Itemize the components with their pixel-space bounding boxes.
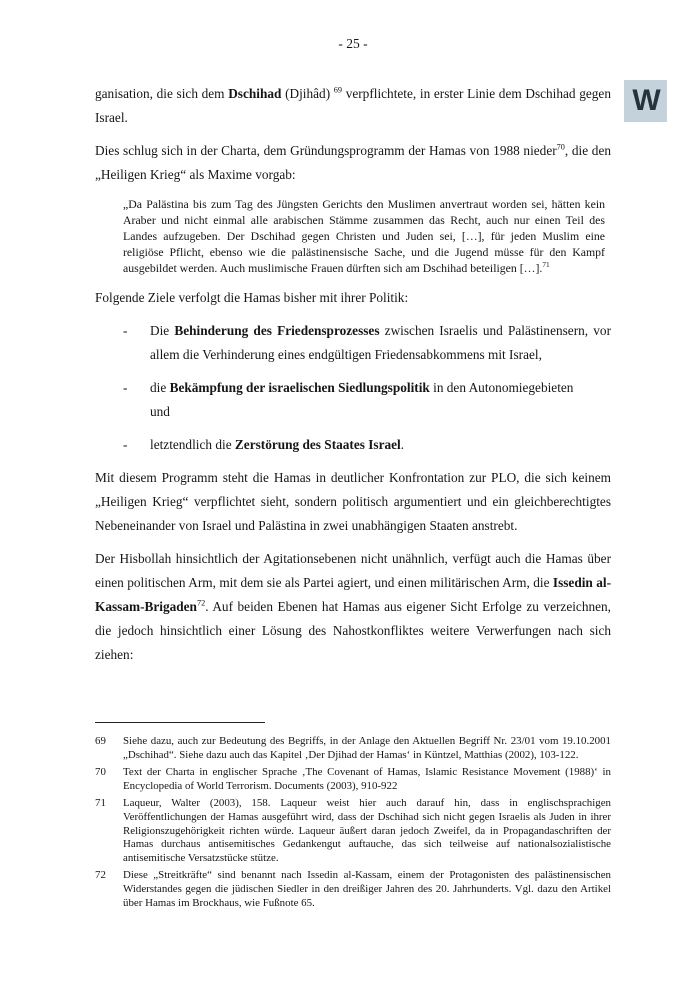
- footnote-text: Siehe dazu, auch zur Bedeutung des Begriffs, in der Anlage den Aktuellen Begriff Nr. 23/01 vom 19.10.2001 „Dschihad“. Siehe dazu auch das Kapitel ‚Der Djihad der Hamas‘ in Küntzel, Matthias (2002), 103-122.: [123, 735, 611, 761]
- footnote-ref: 72: [196, 598, 206, 608]
- list-item-text: [150, 319, 611, 367]
- bold-text: Dschihad: [228, 86, 282, 101]
- text-run: Der Hisbollah hinsichtlich der Agitationsebenen nicht unähnlich, verfügt auch die Hamas über einen politischen Arm, mit dem sie als Partei agiert, und einen militärischen Arm, die: [95, 551, 611, 590]
- text-run: zwischen Israelis und Palästinensern, vor allem die Verhinderung eines endgültigen Friedensabkommens mit Israel,: [150, 323, 612, 362]
- paragraph-charta: [95, 139, 611, 187]
- footnote-text: Text der Charta in englischer Sprache ‚The Covenant of Hamas, Islamic Resistance Movement (1988)‘ in Encyclopedia of World Terrorism. Documents (2003), 910-922: [123, 766, 611, 792]
- list-item: [95, 433, 611, 457]
- footnote-ref: 71: [542, 260, 550, 270]
- footnote-number: 69: [95, 735, 106, 747]
- text-run: Dies schlug sich in der Charta, dem Gründungsprogramm der Hamas von 1988 nieder: [95, 143, 557, 158]
- paragraph-plo: Mit diesem Programm steht die Hamas in deutlicher Konfrontation zur PLO, die sich keinem „Heiligen Krieg“ verpflichtet sieht, sondern politisch argumentiert und ein gleichberechtigtes Nebeneinander von Israel und Palästina in zwei unabhängigen Staaten anstrebt.: [95, 470, 611, 533]
- text-run: in den Autonomiegebieten: [429, 380, 574, 395]
- text-run: (Djihâd): [281, 86, 334, 101]
- page-content: [95, 82, 611, 676]
- paragraph-intro: [95, 82, 611, 130]
- watermark-logo: [624, 80, 667, 122]
- page-number: - 25 -: [338, 36, 368, 51]
- footnote-ref: 70: [556, 142, 565, 152]
- footnote: [95, 766, 611, 793]
- list-marker: -: [123, 437, 128, 452]
- text-run: ganisation, die sich dem: [95, 86, 229, 101]
- footnote-text: Diese „Streitkräfte“ sind benannt nach Issedin al-Kassam, einem der Protagonisten des palästinensischen Widerstandes gegen die jüdischen Siedler in den dreißiger Jahren des 20. Jahrhunderts. Vgl. dazu den Artikel über Hamas im Brockhaus, wie Fußnote 65.: [123, 869, 611, 909]
- block-quote: [123, 196, 605, 276]
- footnote-number: 71: [95, 797, 106, 810]
- text-run: und: [150, 404, 170, 419]
- footnote: [95, 735, 611, 762]
- bold-text: Bekämpfung der israelischen Siedlungspolitik: [169, 380, 430, 395]
- footnote-separator: [95, 722, 265, 723]
- footnotes-section: [95, 716, 611, 914]
- text-run: letztendlich die: [150, 437, 235, 452]
- footnote-ref: 69: [333, 85, 343, 95]
- list-item: [95, 319, 611, 367]
- text-run: verpflichtete, in erster Linie dem Dschihad gegen Israel.: [95, 86, 611, 125]
- footnote: [95, 869, 611, 910]
- text-run: die: [150, 380, 170, 395]
- watermark-letter: W: [632, 84, 659, 117]
- text-run: , die den „Heiligen Krieg“ als Maxime vorgab:: [95, 143, 611, 182]
- bold-text: Issedin al-Kassam-Brigaden: [95, 575, 611, 614]
- list-item: [95, 376, 611, 424]
- text-run: . Auf beiden Ebenen hat Hamas aus eigener Sicht Erfolge zu verzeichnen, die jedoch hinsichtlich einer Lösung des Nahostkonfliktes weitere Verwerfungen nach sich ziehen:: [95, 599, 611, 662]
- list-item-text: [150, 376, 611, 424]
- paragraph-hisbollah: [95, 547, 611, 667]
- footnote: [95, 797, 611, 865]
- list-item-text: [150, 433, 611, 457]
- footnote-text: Laqueur, Walter (2003), 158. Laqueur weist hier auch darauf hin, dass in englischsprachigen Veröffentlichungen der Hamas ausgeführt wird, dass der Dschihad sich nicht gegen Israelis als Juden in ihrer Religionszugehörigkeit richten würde. Laqueur äußert daran jedoch Zweifel, da in Propagandaschriften der Hamas durchaus antisemitisches Gedankengut auftauche, das sich teilweise auf nationalsozialistische antisemitische Versatzstücke stütze.: [123, 797, 611, 864]
- text-run: Die: [150, 323, 175, 338]
- footnote-number: 72: [95, 869, 106, 882]
- paragraph-ziele: Folgende Ziele verfolgt die Hamas bisher mit ihrer Politik:: [95, 290, 409, 305]
- bold-text: Behinderung des Friedensprozesses: [174, 323, 380, 338]
- footnote-number: 70: [95, 766, 106, 779]
- list-marker: -: [123, 380, 128, 395]
- text-run: „Da Palästina bis zum Tag des Jüngsten Gerichts den Muslimen anvertraut worden sei, hätten kein Araber und nicht einmal alle arabischen Stämme zusammen das Recht, auch nur einen Teil des Landes aufzugeben. Der Dschihad gegen Christen und Juden sei, […], für jeden Muslim eine religiöse Pflicht, ebenso wie die palästinensische Sache, und die Jugend müsse für den Kampf ausgebildet werden. Auch muslimische Frauen dürften sich am Dschihad beteiligen […].: [123, 197, 605, 275]
- goals-list: [95, 319, 611, 457]
- text-run: .: [400, 437, 405, 452]
- bold-text: Zerstörung des Staates Israel: [234, 437, 401, 452]
- list-marker: -: [123, 323, 128, 338]
